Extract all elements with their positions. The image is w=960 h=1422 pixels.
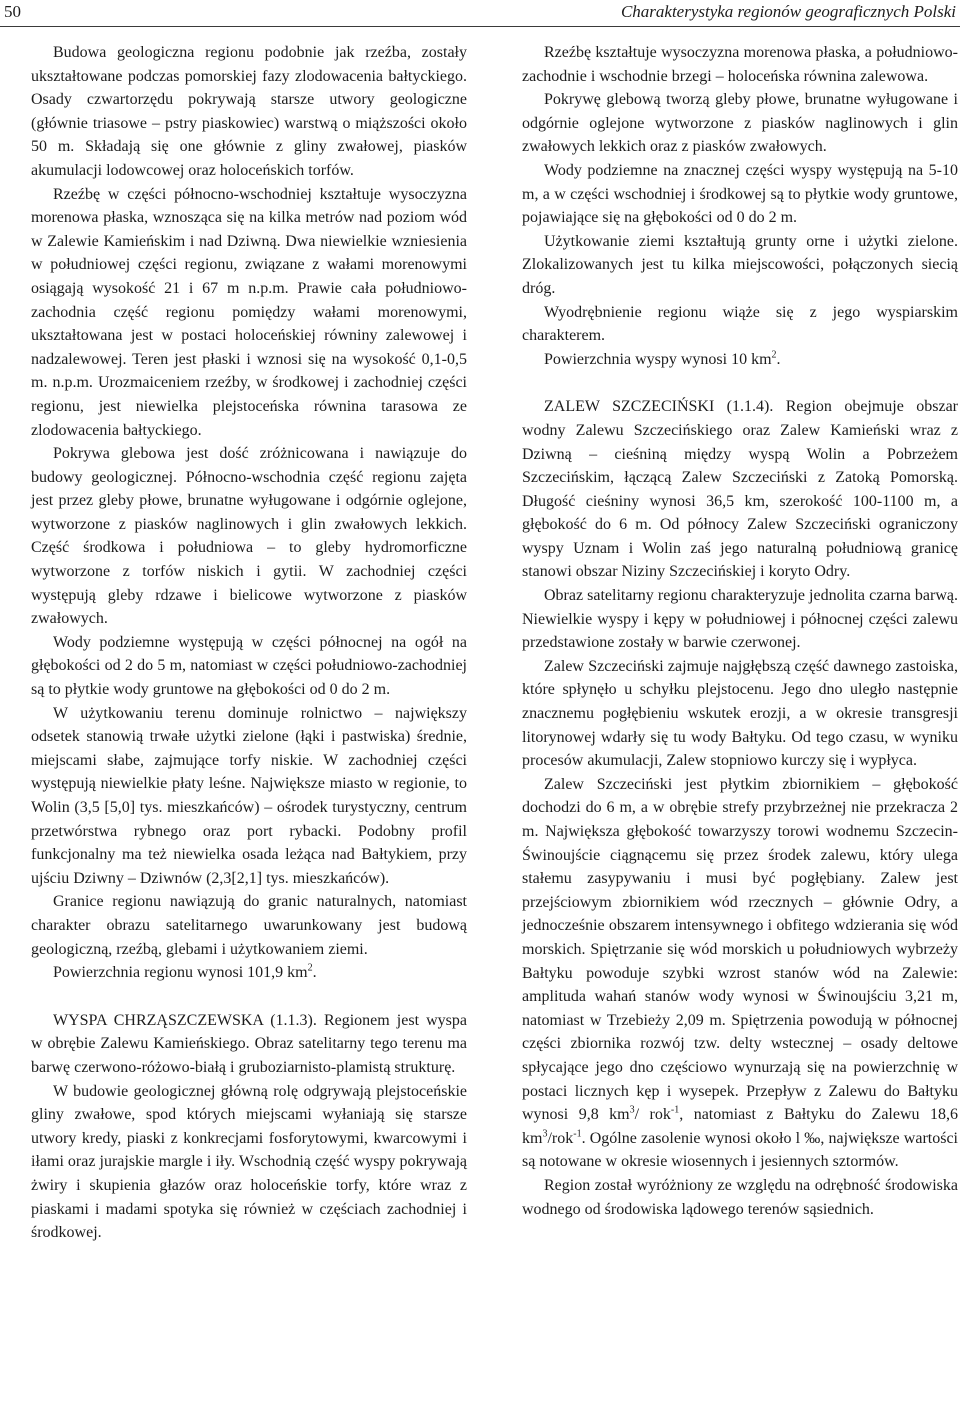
island-area-superscript: 2 xyxy=(771,349,777,361)
depth-sup-3: 3 xyxy=(542,1128,548,1140)
depth-text-a: Zalew Szczeciński jest płytkim zbiornikiem – głębokość dochodzi do 6 m, a w obrębie strefy przybrzeżnej nie przekracza 2 m. Największa głębokość towarzyszy torowi wodnemu Szczecin-Świnoujście ciągnącemu się przez środek zalewu, który ulega stałemu zasypywaniu i musi być pogłębiany. Zalew jest przejściowym zbiornikiem wód rzecznych – głównie Odry, a jednocześnie obszarem intensywnego i obfitego wdzierania się wód morskich. Spiętrzanie się wód morskich u południowych wybrzeży Bałtyku powoduje szybki wzrost stanów wód na Zalewie: amplituda wahań stanów wody wynosi w Świnoujściu 3,21 m, natomiast w Trzebieży 2,09 m. Spiętrzenia powodują w północnej części zbiornika rozwój tzw. delty wstecznej – osady deltowe spłycające jego dno częściowo wynurzają się na powierzchnię w postaci licznych kęp i wysepek. Przepływ z Zalewu do Bałtyku wynosi 9,8 km xyxy=(522,775,958,1124)
page-header xyxy=(0,0,960,26)
area-end: . xyxy=(312,964,317,982)
depth-text-b: / rok xyxy=(634,1106,671,1124)
left-column xyxy=(31,41,467,1245)
right-column xyxy=(522,41,958,1221)
island-area-text: Powierzchnia wyspy wynosi 10 km xyxy=(544,350,772,368)
paragraph-lagoon-distinction: Region został wyróżniony ze względu na odrębność środowiska wodnego od środowiska lądowego terenów sąsiednich. xyxy=(522,1176,958,1218)
section-wyspa-chrzaszczewska: WYSPA CHRZĄSZCZEWSKA (1.1.3). Regionem jest wyspa w obrębie Zalewu Kamieńskiego. Obraz satelitarny tego terenu ma barwę czerwono-różowo-białą i gruboziarnisto-plamistą strukturę. xyxy=(31,1011,467,1076)
header-rule xyxy=(0,26,960,27)
depth-text-d: /rok xyxy=(547,1129,574,1147)
paragraph-lagoon-image: Obraz satelitarny regionu charakteryzuje jednolita czarna barwą. Niewielkie wyspy i kępy w południowej i północnej części zalewu przedstawione zostały w barwie czerwonej. xyxy=(522,587,958,652)
depth-sup-1: 3 xyxy=(629,1104,635,1116)
paragraph-geology: Budowa geologiczna regionu podobnie jak rzeźba, zostały ukształtowane podczas pomorskiej fazy zlodowacenia bałtyckiego. Osady czwartorzędu pokrywają starsze utwory geologiczne (głównie triasowe – pstry piaskowiec) warstwą o miąższości około 50 m. Składają się one głównie z gliny zwałowej, piasków akumulacji lodowcowej oraz holoceńskich torfów. xyxy=(31,44,467,179)
paragraph-relief: Rzeźbę w części północno-wschodniej kształtuje wysoczyzna morenowa płaska, wznosząca się na kilka metrów nad poziom wód w Zalewie Kamieńskim i nad Dziwną. Dwa niewielkie wzniesienia w południowej części regionu, związane z wałami morenowymi osiągają wysokość 21 i 67 m n.p.m. Prawie cała południowo-zachodnia część regionu pomiędzy wałami morenowymi, ukształtowana jest w postaci holoceńskiej równiny zalewowej i nadzalewowej. Teren jest płaski i wznosi się na wysokość 0,1-0,5 m. n.p.m. Urozmaiceniem rzeźby, w środkowej i zachodniej części regionu, jest niewielka plejstoceńska równina tarasowa ze zlodowacenia bałtyckiego. xyxy=(31,185,467,439)
paragraph-lagoon-origin: Zalew Szczeciński zajmuje najgłębszą część dawnego zastoiska, które spłynęło u schyłku plejstocenu. Jego dno uległo następnie znacznemu pogłębieniu wskutek erozji, a w okresie transgresji litorynowej wdarły się tu wody Bałtyku. Od tego czasu, w wyniku procesów akumulacji, Zalew stopniowo kurczy się i wypłyca. xyxy=(522,657,958,770)
running-title: Charakterystyka regionów geograficznych Polski xyxy=(620,2,956,21)
paragraph-groundwater: Wody podziemne występują w części północnej na ogół na głębokości od 2 do 5 m, natomiast w części południowo-zachodniej są to płytkie wody gruntowe na głębokości od 0 do 2 m. xyxy=(31,633,467,699)
paragraph-island-land-use: Użytkowanie ziemi kształtują grunty orne i użytki zielone. Zlokalizowanych jest tu kilka miejscowości, połączonych siecią dróg. xyxy=(522,232,958,297)
depth-text-c: , natomiast z Bałtyku do Zalewu 18,6 km xyxy=(522,1106,959,1147)
depth-sup-2: -1 xyxy=(670,1104,680,1116)
island-area-end: . xyxy=(776,350,781,368)
paragraph-soils: Pokrywa glebowa jest dość zróżnicowana i nawiązuje do budowy geologicznej. Północno-wschodnia część regionu zajęta jest przez gleby płowe, brunatne wyługowane i odgórnie oglejone, wytworzone z piasków naglinowych i glin zwałowych lekkich. Część środkowa i południowa – to gleby hydromorficzne wytworzone z torfów niskich i gytii. W zachodniej części występują gleby rdzawe i bielicowe wytworzone z piasków zwałowych. xyxy=(31,445,467,628)
paragraph-boundaries: Granice regionu nawiązują do granic naturalnych, natomiast charakter obrazu satelitarnego uwarunkowany jest budową geologiczną, rzeźbą, glebami i użytkowaniem ziemi. xyxy=(31,893,467,958)
depth-sup-4: -1 xyxy=(573,1128,582,1140)
paragraph-island-area xyxy=(522,348,958,372)
area-text: Powierzchnia regionu wynosi 101,9 km xyxy=(53,964,308,982)
paragraph-island-geology: W budowie geologicznej główną rolę odgrywają plejstoceńskie gliny zwałowe, spod których miejscami wyłaniają się starsze utwory kredy, piaski z konkrecjami fosforytowymi, kwarcowymi i iłami oraz jurajskie margle i iły. Wschodnią część wyspy pokrywają żwiry i skupienia głazów oraz holoceńskie torfy, które wraz z piaskami i madami spotyka się również w częściach zachodniej i środkowej. xyxy=(31,1082,467,1242)
paragraph-island-groundwater: Wody podziemne na znacznej części wyspy występują na 5-10 m, a w części wschodniej i środkowej są to płytkie wody gruntowe, pojawiające się na głębokości od 0 do 2 m. xyxy=(522,161,958,227)
depth-text-e: . Ogólne zasolenie wynosi około l ‰, największe wartości są notowane w okresie wiosennych i jesiennych sztormów. xyxy=(522,1129,958,1171)
section-zalew-szczecinski: ZALEW SZCZECIŃSKI (1.1.4). Region obejmuje obszar wodny Zalewu Szczecińskiego oraz Zalew Kamieński wraz z Dziwną – cieśniną między wyspą Wolin a Pobrzeżem Szczecińskim, łączącą Zalew Szczeciński z Zatoką Pomorską. Długość cieśniny wynosi 36,5 km, szerokość 100-1100 m, a głębokość do 6 m. Od północy Zalew Szczeciński ograniczony wyspy Uznam i Wolin zaś jego naturalną południową granicę stanowi obszar Niziny Szczecińskiej i koryto Odry. xyxy=(522,398,958,581)
paragraph-area xyxy=(31,961,467,985)
page-number: 50 xyxy=(4,2,21,21)
paragraph-land-use: W użytkowaniu terenu dominuje rolnictwo – największy odsetek stanowią trwałe użytki zielone (łąki i pastwiska) średnie, miejscami słabe, zajmujące torfy niskie. W zachodniej części występują niewielkie płaty leśne. Największe miasto w regionie, to Wolin (3,5 [5,0] tys. mieszkańców) – ośrodek turystyczny, centrum przetwórstwa rybnego oraz port rybacki. Podobny profil funkcjonalny ma też niewielka osada leżąca nad Bałtykiem, przy ujściu Dziwny – Dziwnów (2,3[2,1] tys. mieszkańców). xyxy=(31,704,467,887)
area-superscript: 2 xyxy=(307,962,313,974)
paragraph-lagoon-depth xyxy=(522,773,958,1174)
paragraph-island-soils: Pokrywę glebową tworzą gleby płowe, brunatne wyługowane i odgórnie oglejone wytworzone z piasków naglinowych i glin zwałowych lekkich oraz z piasków zwałowych. xyxy=(522,91,958,156)
paragraph-island-relief: Rzeźbę kształtuje wysoczyzna morenowa płaska, a południowo-zachodnie i wschodnie brzegi – holoceńska równina zalewowa. xyxy=(522,44,958,85)
paragraph-island-distinction: Wyodrębnienie regionu wiąże się z jego wyspiarskim charakterem. xyxy=(522,303,958,345)
